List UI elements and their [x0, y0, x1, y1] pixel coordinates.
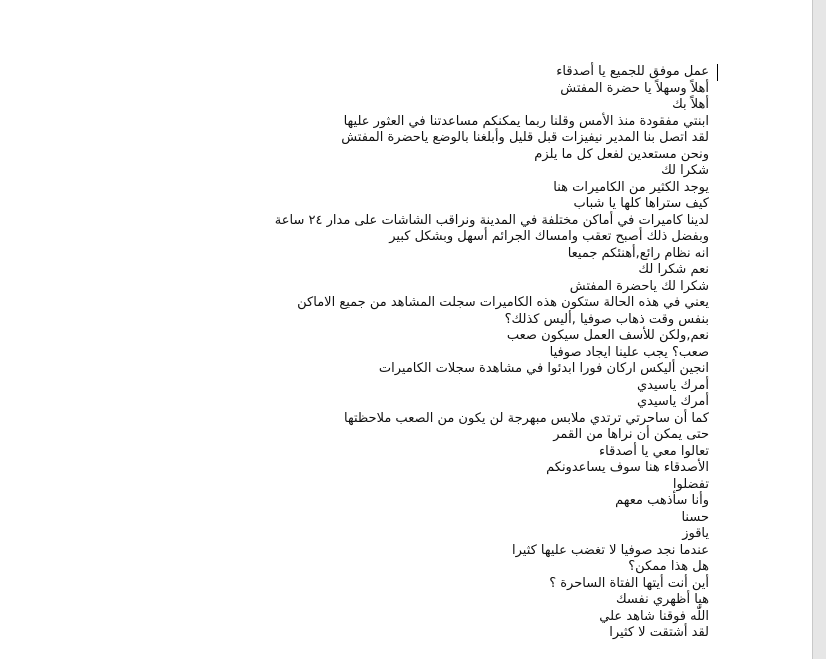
text-line[interactable]: أمرك ياسيدي: [637, 394, 709, 409]
text-line[interactable]: يوجد الكثير من الكاميرات هنا: [553, 179, 709, 195]
text-line[interactable]: عندما نجد صوفيا لا تغضب عليها كثيرا: [511, 542, 709, 558]
text-line[interactable]: كيف ستراها كلها يا شباب: [573, 196, 709, 211]
text-line[interactable]: كما أن ساحرتي ترتدي ملابس مبهرجة لن يكون من الصعب ملاحظتها: [344, 410, 709, 426]
text-line[interactable]: ونحن مستعدين لفعل كل ما يلزم: [534, 146, 709, 162]
text-line[interactable]: ياقوز: [682, 526, 709, 541]
text-line[interactable]: نعم شكرا لك: [638, 262, 709, 277]
text-line[interactable]: شكرا لك ياحضرة المفتش: [569, 278, 709, 294]
text-line[interactable]: ابنتي مفقودة منذ الأمس وقلنا ربما يمكنكم مساعدتنا في العثور عليها: [343, 113, 709, 129]
text-line[interactable]: أهلاً بك: [672, 97, 709, 112]
page-right-gutter: [813, 0, 826, 659]
text-line[interactable]: صعب؟ يجب علينا ايجاد صوفيا: [549, 344, 709, 360]
text-line[interactable]: وأنا سأذهب معهم: [615, 493, 709, 508]
text-line[interactable]: انجين أليكس اركان فورا ابدئوا في مشاهدة سجلات الكاميرات: [378, 361, 709, 376]
text-line[interactable]: أين أنت أيتها الفتاة الساحرة ؟: [549, 575, 709, 591]
text-line[interactable]: اللّٰه فوقنا شاهد علي: [599, 608, 709, 624]
text-line[interactable]: نعم,ولكن للأسف العمل سيكون صعب: [506, 328, 709, 343]
text-cursor: [717, 64, 718, 81]
text-line[interactable]: تفضلوا: [672, 476, 709, 492]
text-line[interactable]: لدينا كاميرات في أماكن مختلفة في المدينة ونراقب الشاشات على مدار ٢٤ ساعة: [274, 212, 709, 228]
text-line[interactable]: أهلاً وسهلاً يا حضرة المفتش: [560, 80, 709, 96]
text-line[interactable]: الأصدقاء هنا سوف يساعدونكم: [546, 460, 709, 475]
text-line[interactable]: هل هذا ممكن؟: [628, 559, 709, 574]
text-line[interactable]: شكرا لك: [661, 163, 709, 178]
text-line[interactable]: بنفس وقت ذهاب صوفيا ,أليس كذلك؟: [504, 311, 709, 327]
text-line[interactable]: لقد اتصل بنا المدير نيفيزات قبل قليل وأبلغنا بالوضع ياحضرة المفتش: [341, 130, 709, 145]
text-line[interactable]: حسنا: [681, 509, 709, 525]
document-text-body[interactable]: [49, 64, 709, 642]
text-line[interactable]: وبفضل ذلك أصبح تعقب وامساك الجرائم أسهل وبشكل كبير: [389, 229, 709, 244]
text-line[interactable]: لقد أشتقت لا كثيرا: [609, 625, 709, 640]
text-line[interactable]: انه نظام رائع,أهنئكم جميعا: [567, 245, 709, 261]
text-line[interactable]: حتى يمكن أن نراها من القمر: [553, 427, 709, 442]
text-line[interactable]: عمل موفق للجميع يا أصدقاء: [556, 64, 709, 79]
text-line[interactable]: هيا أظهري نفسك: [615, 592, 709, 607]
text-line[interactable]: تعالوا معي يا أصدقاء: [599, 443, 709, 459]
text-line[interactable]: أمرك ياسيدي: [637, 377, 709, 393]
text-line[interactable]: يعني في هذه الحالة ستكون هذه الكاميرات سجلت المشاهد من جميع الاماكن: [297, 295, 709, 310]
